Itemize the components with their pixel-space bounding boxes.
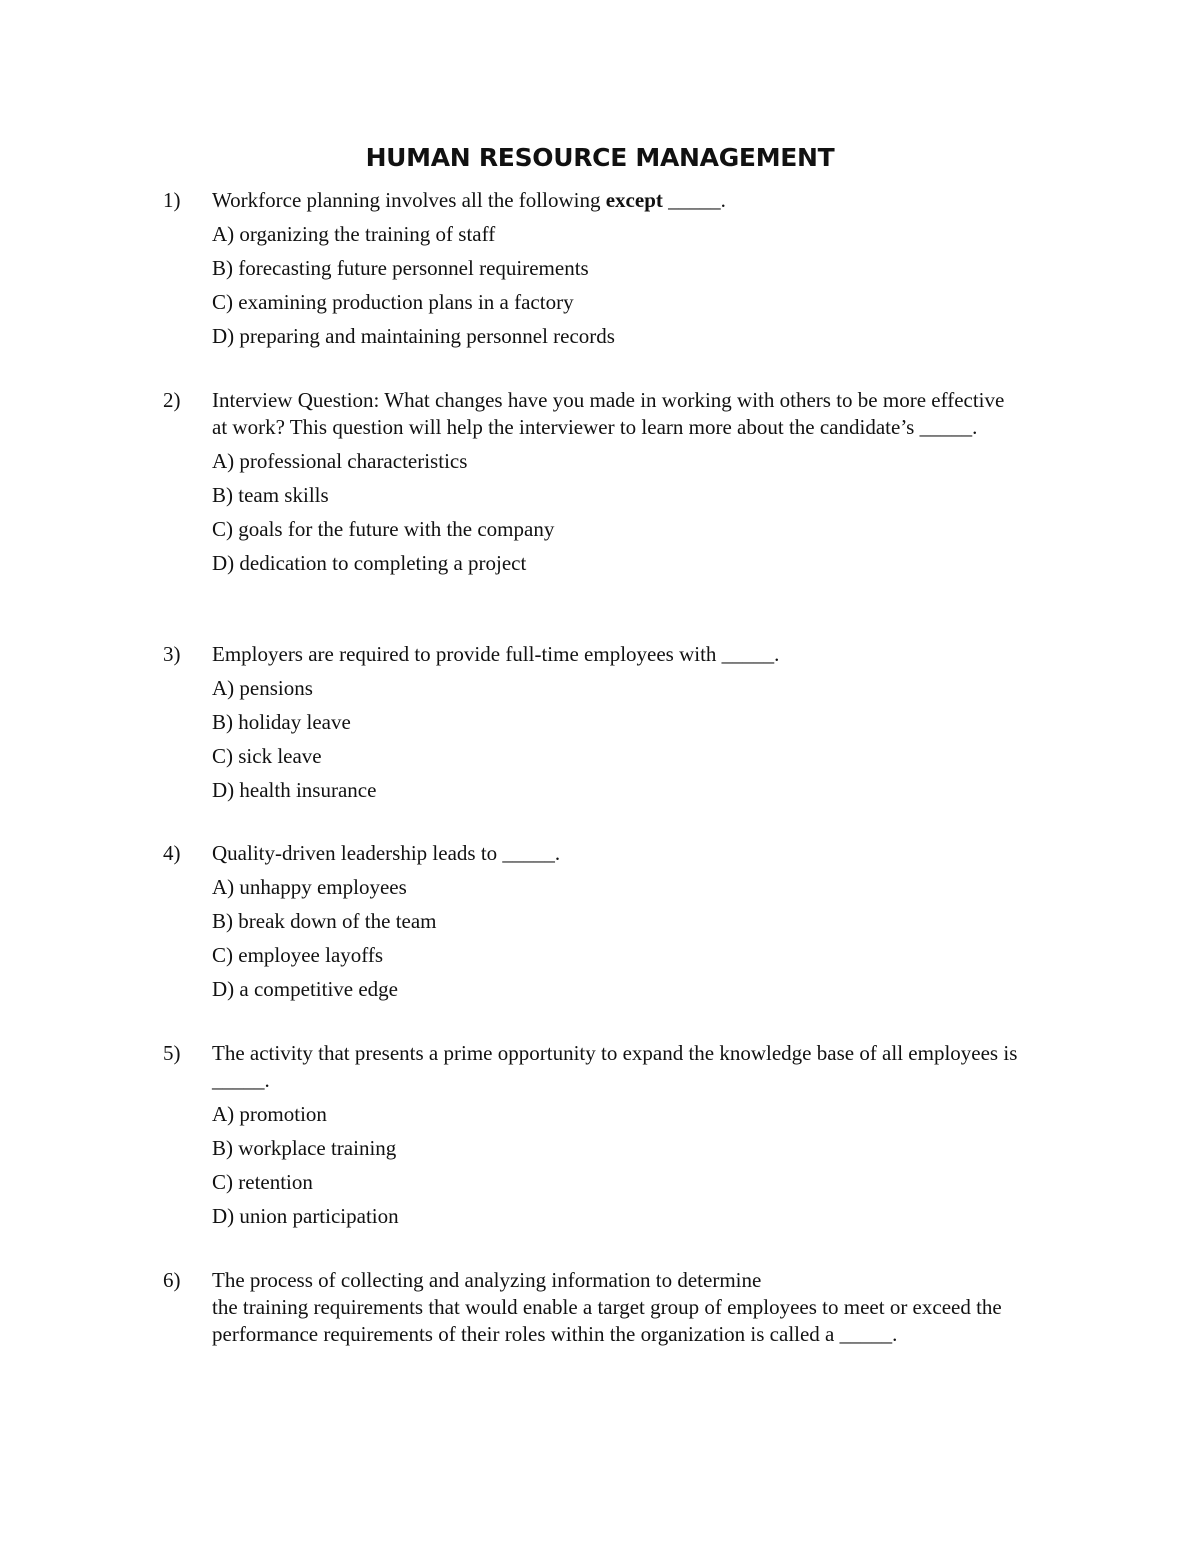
answer-options — [212, 867, 1043, 1003]
question-text: Interview Question: What changes have you made in working with others to be more effective at work? This question will help the interviewer to learn more about the candidate’s _____. — [212, 388, 1005, 439]
answer-options — [212, 668, 1043, 804]
answer-option: B) break down of the team — [212, 909, 437, 933]
answer-option: D) a competitive edge — [212, 977, 399, 1001]
question-number: 1) — [163, 188, 181, 212]
answer-options — [212, 214, 1043, 350]
answer-option: D) health insurance — [212, 778, 377, 802]
answer-option: D) preparing and maintaining personnel records — [212, 324, 615, 348]
question-text-first-line: The process of collecting and analyzing information to determine — [212, 1268, 762, 1292]
question-4 — [163, 840, 1043, 1003]
question-number: 2) — [163, 388, 181, 412]
question-text: Quality-driven leadership leads to _____. — [212, 841, 561, 865]
answer-option: C) employee layoffs — [212, 943, 384, 967]
answer-option: A) professional characteristics — [212, 449, 468, 473]
question-text-start: Workforce planning involves all the following — [212, 188, 606, 212]
answer-option: A) organizing the training of staff — [212, 222, 496, 246]
answer-option: A) promotion — [212, 1102, 327, 1126]
question-text: The activity that presents a prime opportunity to expand the knowledge base of all employees is _____. — [212, 1041, 1018, 1092]
answer-option: C) goals for the future with the company — [212, 517, 555, 541]
question-2 — [163, 387, 1043, 577]
question-text-emphasis: except — [605, 188, 663, 212]
answer-option: A) unhappy employees — [212, 875, 407, 899]
answer-option: D) dedication to completing a project — [212, 551, 527, 575]
answer-option: A) pensions — [212, 676, 313, 700]
question-text: Employers are required to provide full-time employees with _____. — [212, 642, 780, 666]
answer-option: D) union participation — [212, 1204, 399, 1228]
answer-option: B) team skills — [212, 483, 329, 507]
question-number: 4) — [163, 841, 181, 865]
question-number: 5) — [163, 1041, 181, 1065]
page-title: HUMAN RESOURCE MANAGEMENT — [365, 143, 835, 172]
answer-option: B) forecasting future personnel requirements — [212, 256, 589, 280]
answer-option: C) sick leave — [212, 744, 322, 768]
answer-option: B) holiday leave — [212, 710, 351, 734]
question-5 — [163, 1040, 1043, 1230]
question-text — [212, 1267, 1043, 1348]
answer-option: C) examining production plans in a factory — [212, 290, 574, 314]
answer-option: B) workplace training — [212, 1136, 397, 1160]
question-6 — [163, 1267, 1043, 1348]
question-text-continuation: the training requirements that would enable a target group of employees to meet or exceed the performance requirements of their roles within the organization is called a _____. — [212, 1295, 1002, 1346]
question-text-end: _____. — [662, 188, 726, 212]
answer-options — [212, 1094, 1043, 1230]
question-3 — [163, 641, 1043, 804]
question-1 — [163, 187, 1043, 350]
answer-options — [212, 441, 1043, 577]
question-text — [212, 187, 1043, 214]
answer-option: C) retention — [212, 1170, 313, 1194]
question-number: 6) — [163, 1268, 181, 1292]
question-number: 3) — [163, 642, 181, 666]
